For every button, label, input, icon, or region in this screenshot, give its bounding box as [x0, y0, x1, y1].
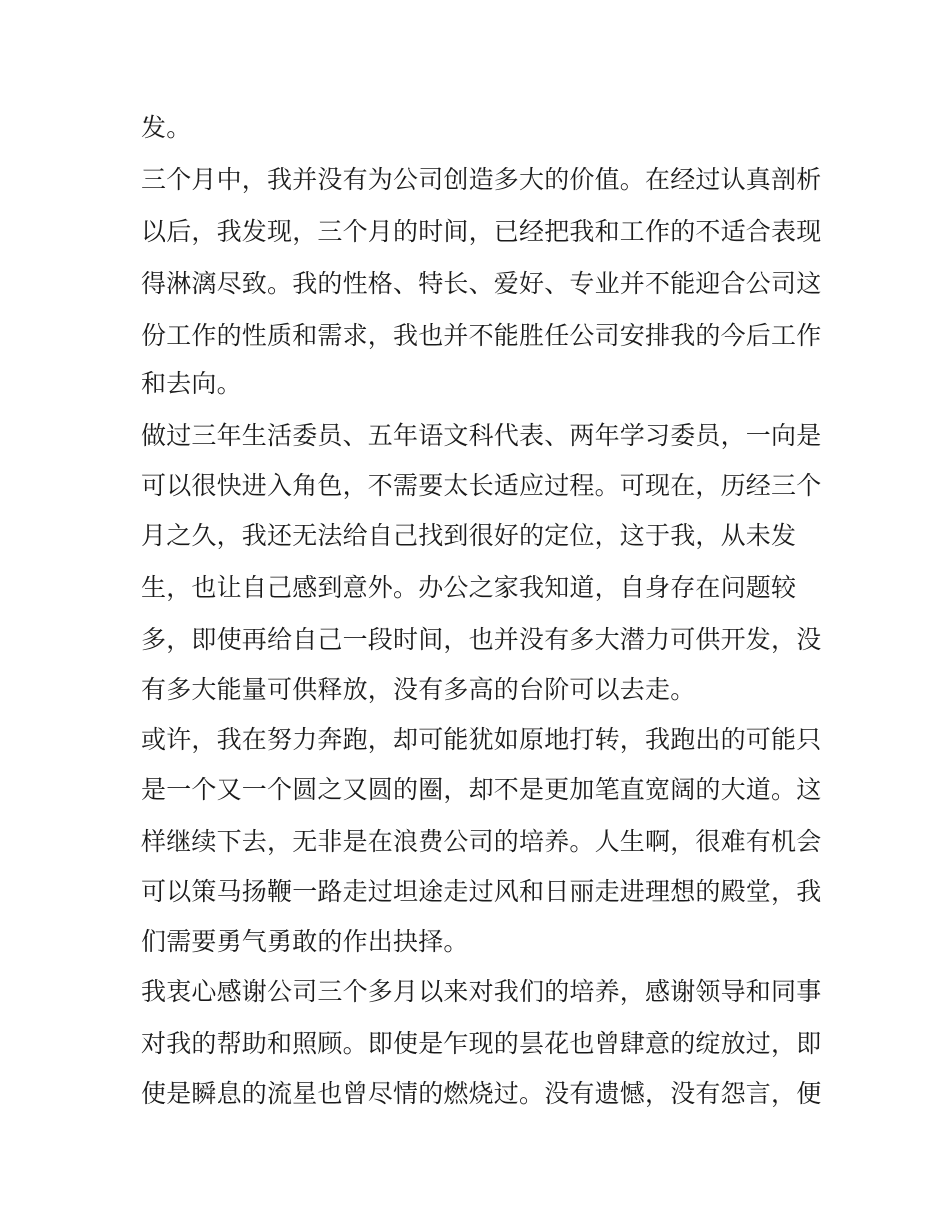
text-line: 们需要勇气勇敢的作出抉择。 — [141, 927, 469, 956]
text-line: 我衷心感谢公司三个多月以来对我们的培养，感谢领导和同事 — [141, 977, 822, 1006]
text-line: 生，也让自己感到意外。办公之家我知道，自身存在问题较 — [141, 573, 797, 602]
text-line: 做过三年生活委员、五年语文科代表、两年学习委员，一向是 — [141, 421, 822, 450]
text-line: 三个月中，我并没有为公司创造多大的价值。在经过认真剖析 — [141, 165, 822, 194]
text-line: 样继续下去，无非是在浪费公司的培养。人生啊，很难有机会 — [141, 827, 822, 856]
text-line: 是一个又一个圆之又圆的圈，却不是更加笔直宽阔的大道。这 — [141, 775, 822, 804]
text-line: 可以策马扬鞭一路走过坦途走过风和日丽走进理想的殿堂，我 — [141, 877, 822, 906]
text-line: 多，即使再给自己一段时间，也并没有多大潜力可供开发，没 — [141, 625, 822, 654]
text-line: 或许，我在努力奔跑，却可能犹如原地打转，我跑出的可能只 — [141, 725, 822, 754]
text-line: 使是瞬息的流星也曾尽情的燃烧过。没有遗憾，没有怨言，便 — [141, 1079, 822, 1108]
text-line: 以后，我发现，三个月的时间，已经把我和工作的不适合表现 — [141, 217, 822, 246]
text-line: 有多大能量可供释放，没有多高的台阶可以去走。 — [141, 675, 696, 704]
text-line: 和去向。 — [141, 369, 242, 398]
text-line: 份工作的性质和需求，我也并不能胜任公司安排我的今后工作 — [141, 321, 822, 350]
text-line: 发。 — [141, 113, 192, 142]
text-line: 月之久，我还无法给自己找到很好的定位，这于我，从未发 — [141, 521, 797, 550]
text-line: 对我的帮助和照顾。即使是乍现的昙花也曾肆意的绽放过，即 — [141, 1029, 822, 1058]
text-line: 得淋漓尽致。我的性格、特长、爱好、专业并不能迎合公司这 — [141, 269, 822, 298]
text-line: 可以很快进入角色，不需要太长适应过程。可现在，历经三个 — [141, 471, 822, 500]
